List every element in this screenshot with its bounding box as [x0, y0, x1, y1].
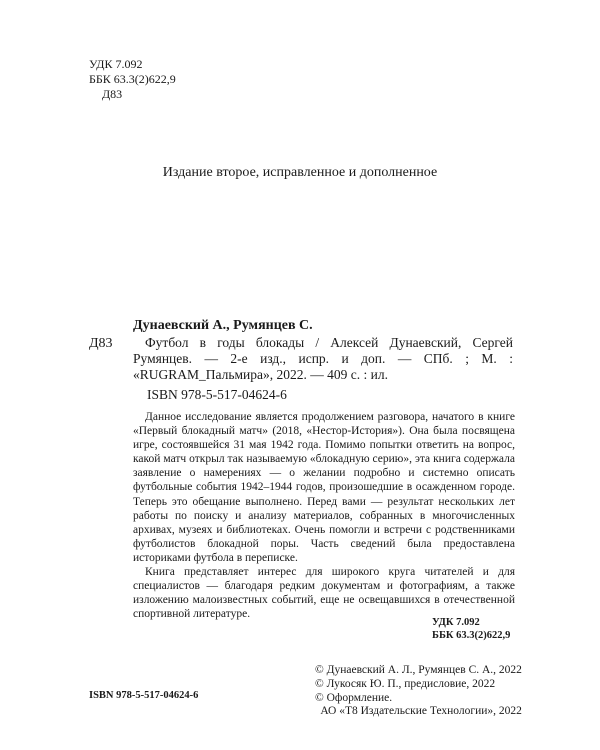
udk-code-bottom: УДК 7.092	[432, 617, 480, 628]
bbk-code-bottom: ББК 63.3(2)622,9	[432, 629, 511, 641]
bbk-code: ББК 63.3(2)622,9	[89, 72, 176, 86]
isbn-entry: ISBN 978-5-517-04624-6	[147, 387, 287, 402]
author-mark-entry: Д83	[89, 336, 113, 351]
annotation-paragraph: Данное исследование является продолжением разговора, начатого в книге «Первый блокадный матч» (2018, «Нестор-История»). Она была посвящена игре, состоявшейся 31 мая 1942 года. Помимо попытки ответить на вопрос, какой матч открыл так называемую «блокадную серию», эта книга содержала заявление о намерениях — о желании подробно и системно описать футбольные события 1942–1944 годов, произошедшие в осажденном городе. Теперь это обещание выполнено. Перед вами — результат нескольких лет работы по поиску и анализу материалов, собранных в многочисленных архивах, музеях и библиотеках. Очень помогли и встречи с родственниками футболистов блокадной поры. Часть сведений была предоставлена историками футбола в переписке.	[133, 411, 515, 564]
isbn-bottom: ISBN 978-5-517-04624-6	[89, 690, 199, 701]
copyright-line: © Дунаевский А. Л., Румянцев С. А., 2022	[315, 664, 522, 676]
publisher-copyright: АО «Т8 Издательские Технологии», 2022	[320, 705, 522, 718]
classification-block	[89, 57, 176, 102]
bibliographic-description: Футбол в годы блокады / Алексей Дунаевский, Сергей Румянцев. — 2-е изд., испр. и доп. — СПб. ; М. : «RUGRAM_Пальмира», 2022. — 409 с. : ил.	[133, 335, 513, 382]
annotation-paragraph: Книга представляет интерес для широкого круга читателей и для специалистов — благодаря редким документам и фотографиям, а также изложению малоизвестных событий, еще не освещавшихся в отечественной спортивной литературе.	[133, 566, 515, 621]
author-heading: Дунаевский А., Румянцев С.	[133, 318, 313, 333]
copyright-block	[315, 664, 522, 719]
copyright-line: © Оформление.	[315, 691, 393, 704]
edition-statement: Издание второе, исправленное и дополненное	[162, 165, 438, 180]
author-mark: Д83	[102, 87, 123, 101]
copyright-line: © Лукосяк Ю. П., предисловие, 2022	[315, 677, 496, 690]
bottom-classification	[432, 617, 510, 642]
annotation	[133, 410, 515, 621]
udk-code: УДК 7.092	[89, 57, 143, 71]
